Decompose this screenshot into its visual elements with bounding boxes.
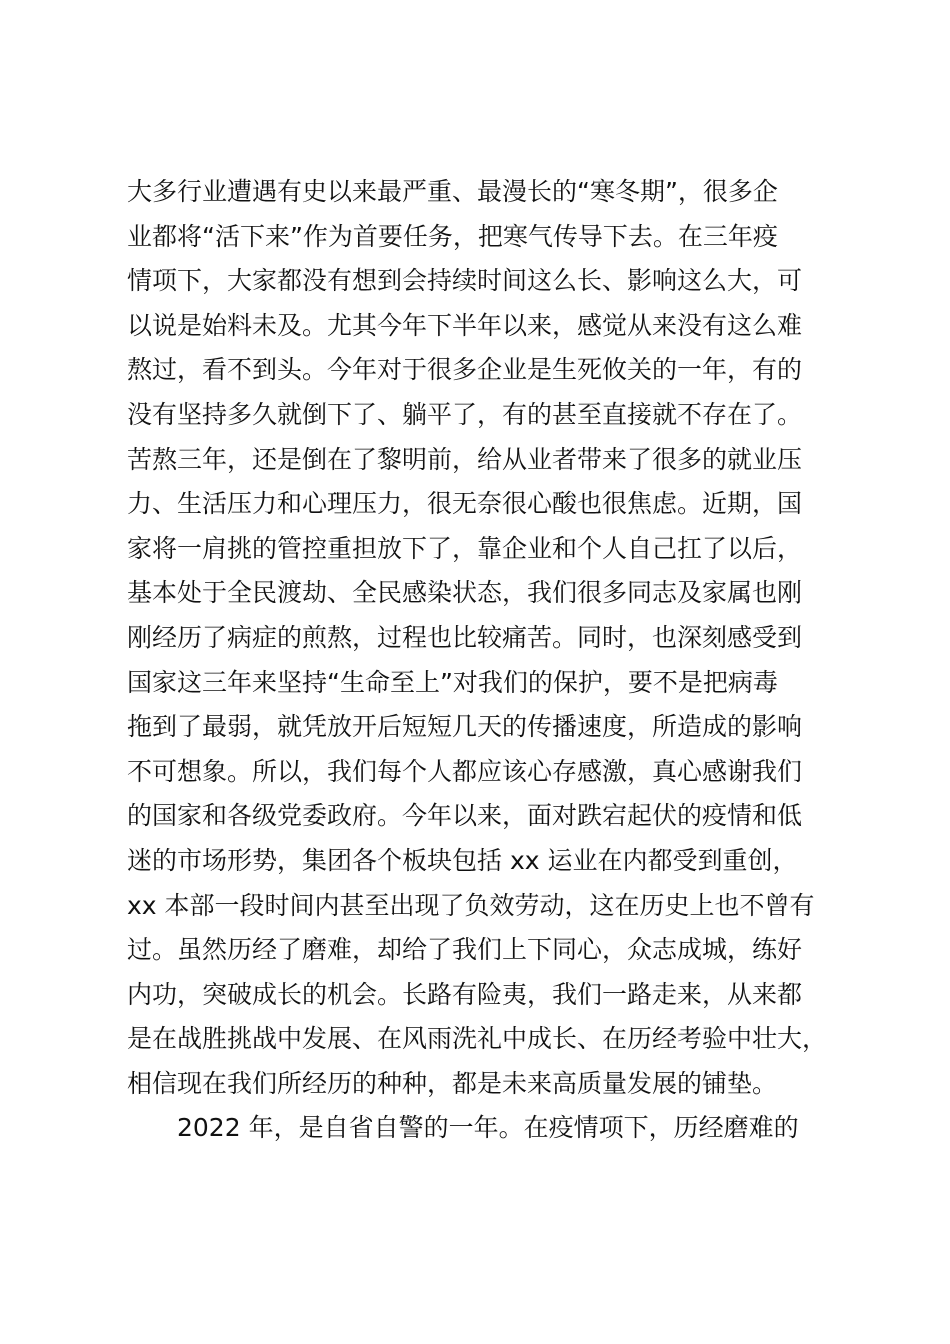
text-line: 业都将“活下来”作为首要任务，把寒气传导下去。在三年疫 — [127, 221, 778, 251]
text-line: 内功，突破成长的机会。长路有险夷，我们一路走来，从来都 — [127, 979, 803, 1009]
text-line: 迷的市场形势，集团各个板块包括 xx 运业在内都受到重创， — [127, 845, 798, 875]
text-line: 熬过，看不到头。今年对于很多企业是生死攸关的一年，有的 — [127, 355, 803, 385]
text-line: 大多行业遭遇有史以来最严重、最漫长的“寒冬期”，很多企 — [127, 177, 778, 206]
text-line: 不可想象。所以，我们每个人都应该心存感激，真心感谢我们 — [127, 756, 803, 786]
text-line: 力、生活压力和心理压力，很无奈很心酸也很焦虑。近期，国 — [127, 489, 803, 519]
text-line: 苦熬三年，还是倒在了黎明前，给从业者带来了很多的就业压 — [127, 444, 803, 474]
paragraph — [127, 1106, 867, 1151]
text-line: 以说是始料未及。尤其今年下半年以来，感觉从来没有这么难 — [127, 310, 803, 340]
text-line: 过。虽然历经了磨难，却给了我们上下同心，众志成城，练好 — [127, 935, 803, 965]
text-line: 情项下，大家都没有想到会持续时间这么长、影响这么大，可 — [127, 266, 803, 296]
text-line: 的国家和各级党委政府。今年以来，面对跌宕起伏的疫情和低 — [127, 801, 803, 831]
text-line: 基本处于全民渡劫、全民感染状态，我们很多同志及家属也刚 — [127, 578, 803, 608]
text-line: 没有坚持多久就倒下了、躺平了，有的甚至直接就不存在了。 — [127, 399, 803, 429]
text-line: 相信现在我们所经历的种种，都是未来高质量发展的铺垫。 — [127, 1068, 778, 1098]
text-line: 是在战胜挑战中发展、在风雨洗礼中成长、在历经考验中壮大， — [127, 1024, 828, 1054]
text-line: 拖到了最弱，就凭放开后短短几天的传播速度，所造成的影响 — [127, 712, 803, 742]
text-line: 国家这三年来坚持“生命至上”对我们的保护，要不是把病毒 — [127, 667, 778, 697]
paragraph — [127, 170, 867, 1106]
text-line: 刚经历了病症的煎熬，过程也比较痛苦。同时，也深刻感受到 — [127, 622, 803, 652]
text-line: xx 本部一段时间内甚至出现了负效劳动，这在历史上也不曾有 — [127, 890, 815, 920]
text-line: 家将一肩挑的管控重担放下了，靠企业和个人自己扛了以后， — [127, 533, 803, 563]
text-line: 2022 年，是自省自警的一年。在疫情项下，历经磨难的 — [177, 1113, 799, 1143]
document-body — [127, 170, 867, 1151]
